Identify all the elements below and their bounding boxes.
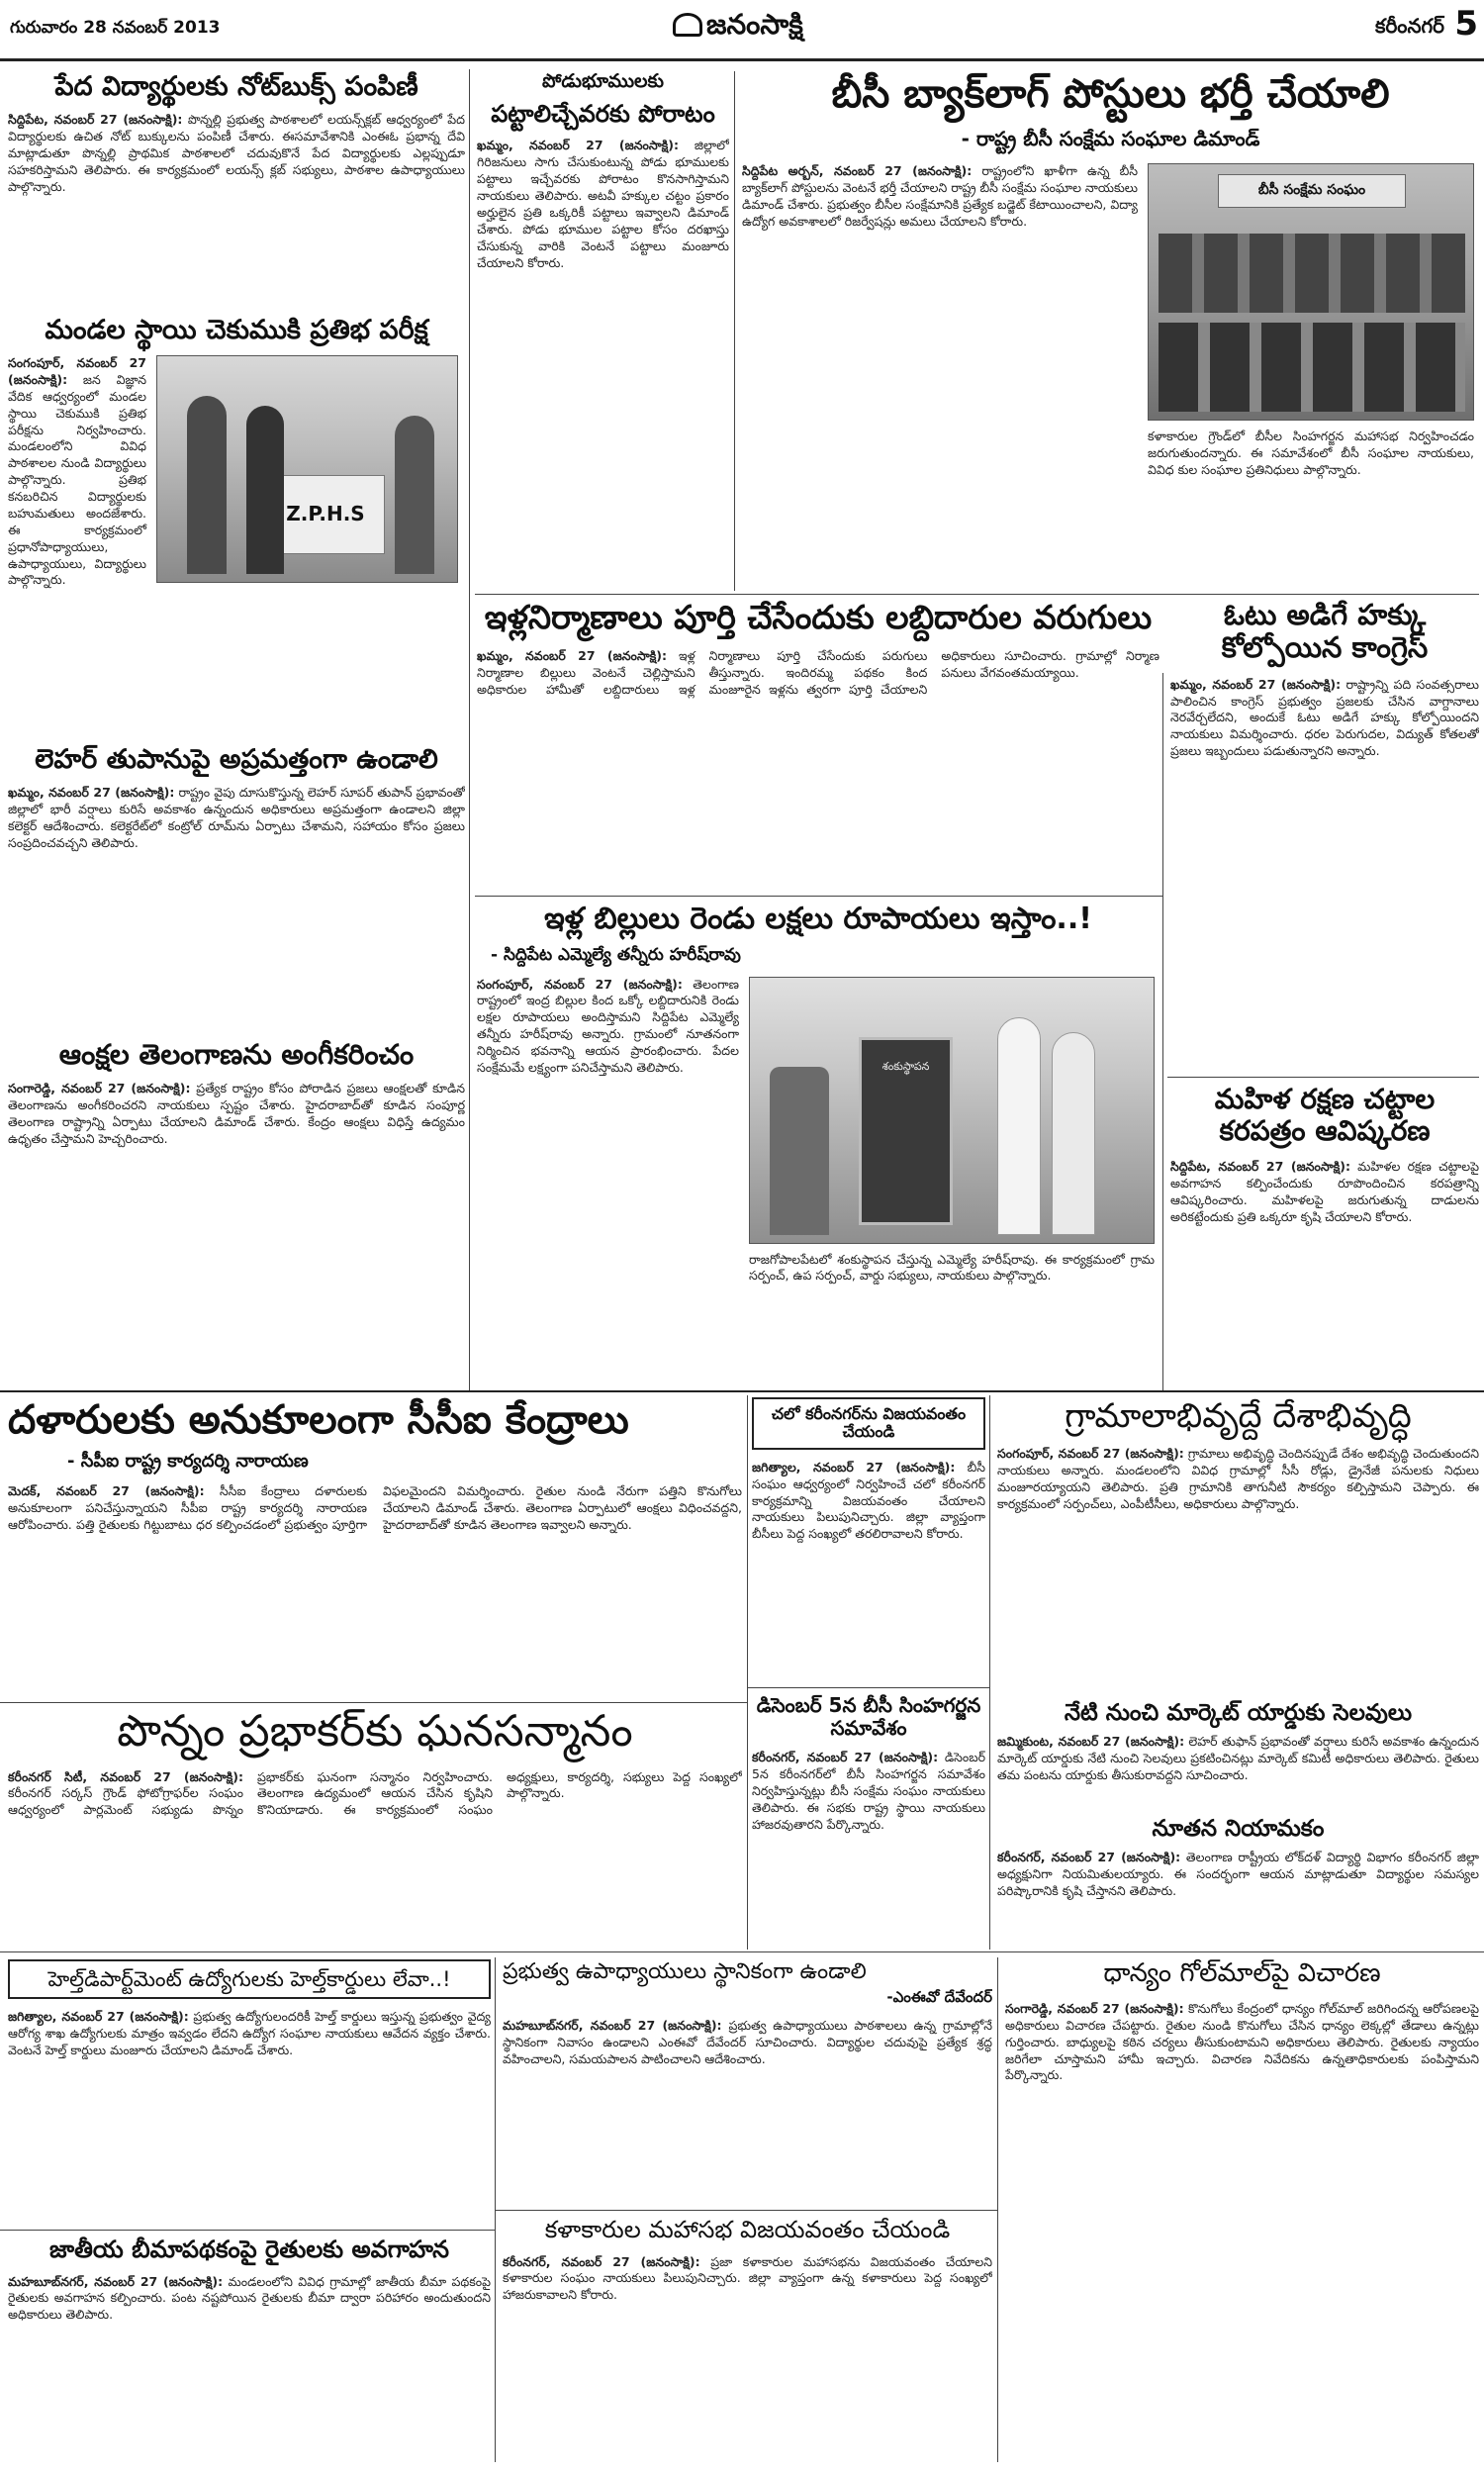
headline: గ్రామాలాభివృద్దే దేశాభివృద్ధి xyxy=(1065,1397,1412,1436)
article-grain xyxy=(1005,1959,1479,2464)
article-appointment xyxy=(997,1816,1479,1947)
article-body: సంగంపూర్, నవంబర్ 27 (జనంసాక్షి): జన విజ్ఞాన వేదిక ఆధ్వర్యంలో మండల స్థాయి చెకుముకి ప్రతిభ పరీక్షను నిర్వహించారు. మండలంలోని వివిధ పాఠశాలల నుండి విద్యార్థులు పాల్గొన్నారు. ప్రతిభ కనబరిచిన విద్యార్థులకు బహుమతులు అందజేశారు. ఈ కార్యక్రమంలో ప్రధానోపాధ్యాయులు, ఉపాధ్యాయులు, విద్యార్థులు పాల్గొన్నారు. xyxy=(8,355,146,588)
logo-icon xyxy=(673,13,702,37)
article-body: ఖమ్మం, నవంబర్ 27 (జనంసాక్షి): జిల్లాలో గిరిజనులు సాగు చేసుకుంటున్న పోడు భూములకు పట్టాలు ఇచ్చేవరకు పోరాటం కొనసాగిస్తామని నాయకులు తెలిపారు. అటవీ హక్కుల చట్టం ప్రకారం అర్హులైన ప్రతి ఒక్కరికీ పట్టాలు ఇవ్వాలని డిమాండ్ చేశారు. పోడు భూముల పట్టాల కోసం దరఖాస్తు చేసుకున్న వారికి వెంటనే పట్టాలు మంజూరు చేయాలని కోరారు. xyxy=(477,138,729,270)
plaque-text: శంకుస్థాపన xyxy=(881,1059,930,1073)
article-market xyxy=(997,1700,1479,1811)
headline: ఇళ్ల బిల్లులు రెండు లక్షలు రూపాయలు ఇస్తాం..! xyxy=(544,903,1092,936)
subheadline: - రాష్ట్ర బీసీ సంక్షేమ సంఘాల డిమాండ్ xyxy=(961,127,1260,150)
section-rule xyxy=(475,896,1162,897)
article-body: సంగంపూర్, నవంబర్ 27 (జనంసాక్షి): గ్రామాలు అభివృద్ధి చెందినప్పుడే దేశం అభివృద్ధి చెందుతుందని నాయకులు అన్నారు. మండలంలోని వివిధ గ్రామాల్లో సీసీ రోడ్లు, డ్రైనేజీ పనులకు నిధులు మంజూరయ్యాయని తెలిపారు. ప్రతి గ్రామానికి తాగునీటి సౌకర్యం కల్పిస్తామని చెప్పారు. ఈ కార్యక్రమంలో సర్పంచ్‌లు, ఎంపీటీసీలు, అధికారులు పాల్గొన్నారు. xyxy=(997,1446,1479,1511)
headline: జాతీయ బీమాపథకంపై రైతులకు అవగాహన xyxy=(48,2236,449,2263)
headline: మహిళ రక్షణ చట్టాల కరపత్రం ఆవిష్కరణ xyxy=(1214,1084,1436,1148)
column-rule xyxy=(1162,673,1163,1390)
headline: బీసీ బ్యాక్‌లాగ్ పోస్టులు భర్తీ చేయాలి xyxy=(831,71,1390,117)
article-body: మహబూబ్‌నగర్, నవంబర్ 27 (జనంసాక్షి): మండలంలోని వివిధ గ్రామాల్లో జాతీయ బీమా పథకంపై రైతులకు అవగాహన కల్పించారు. పంట నష్టపోయిన రైతులకు బీమా ద్వారా పరిహారం అందుతుందని అధికారులు తెలిపారు. xyxy=(8,2273,491,2323)
headline: మండల స్థాయి చెకుముకి ప్రతిభ పరీక్ష xyxy=(45,315,428,345)
article-women xyxy=(1170,1084,1479,1385)
article-body: సంగారెడ్డి, నవంబర్ 27 (జనంసాక్షి): కొనుగోలు కేంద్రంలో ధాన్యం గోల్‌మాల్ జరిగిందన్న ఆరోపణలపై అధికారులు విచారణ చేపట్టారు. రైతుల నుండి కొనుగోలు చేసిన ధాన్యం లెక్కల్లో తేడాలు ఉన్నట్లు గుర్తించారు. బాధ్యులపై కఠిన చర్యలు తీసుకుంటామని అధికారులు తెలిపారు. రైతులకు న్యాయం జరిగేలా చూస్తామని హామీ ఇచ్చారు. విచారణ నివేదికను ఉన్నతాధికారులకు పంపిస్తామని పేర్కొన్నారు. xyxy=(1005,2000,1479,2083)
article-body: సిద్దిపేట, నవంబర్ 27 (జనంసాక్షి): పొన్నల్లి ప్రభుత్వ పాఠశాలలో లయన్స్‌క్లబ్ ఆధ్వర్యంలో పేద విద్యార్థులకు ఉచిత నోట్ బుక్కులను పంపిణీ చేశారు. ఈసమావేశానికి ఎంఈఓ ప్రభాన్న దేవి మాట్లాడుతూ పొన్నల్లి ప్రాథమిక పాఠశాలలో చదువుకొనే పేద విద్యార్థులకు ఎల్లప్పుడూ సహకరిస్తామని తెలిపారు. ఈ కార్యక్రమంలో లయన్స్ క్లబ్ సభ్యులు, పాఠశాల ఉపాధ్యాయులు పాల్గొన్నారు. xyxy=(8,112,465,194)
article-body: సంగారెడ్డి, నవంబర్ 27 (జనంసాక్షి): ప్రత్యేక రాష్ట్రం కోసం పోరాడిన ప్రజలు ఆంక్షలతో కూడిన తెలంగాణను అంగీకరించరని నాయకులు స్పష్టం చేశారు. హైదరాబాద్‌తో కూడిన సంపూర్ణ తెలంగాణ రాష్ట్రాన్ని ఏర్పాటు చేయాలని డిమాండ్ చేశారు. కేంద్రం ఆంక్షలు విధిస్తే ఉద్యమం ఉధృతం చేస్తామని హెచ్చరించారు. xyxy=(8,1081,465,1146)
article-body: సంగంపూర్, నవంబర్ 27 (జనంసాక్షి): తెలంగాణ రాష్ట్రంలో ఇంద్ర బిల్లుల కింద ఒక్కో లబ్దిదారునికి రెండు లక్షల రూపాయలు అందిస్తామని సిద్దిపేట ఎమ్మెల్యే తన్నీరు హరీష్‌రావు అన్నారు. గ్రామంలో నూతనంగా నిర్మించిన భవనాన్ని ఆయన ప్రారంభించారు. పేదల సంక్షేమమే లక్ష్యంగా పనిచేస్తామని తెలిపారు. xyxy=(477,976,739,1075)
person-figure xyxy=(395,416,434,574)
section-rule xyxy=(0,1951,1484,1952)
person-figure xyxy=(187,396,227,574)
article-body: జగిత్యాల, నవంబర్ 27 (జనంసాక్షి): బీసీ సంఘం ఆధ్వర్యంలో నిర్వహించే చలో కరీంనగర్ కార్యక్రమాన్ని విజయవంతం చేయాలని నాయకులు పిలుపునిచ్చారు. జిల్లా వ్యాప్తంగా బీసీలు పెద్ద సంఖ్యలో తరలిరావాలని కోరారు. xyxy=(752,1459,985,1542)
backlog-banner: బీసీ సంక్షేమ సంఘం xyxy=(1218,174,1406,208)
article-body: జమ్మికుంట, నవంబర్ 27 (జనంసాక్షి): లెహర్ తుఫాన్ ప్రభావంతో వర్షాలు కురిసే అవకాశం ఉన్నందున మార్కెట్ యార్డుకు నేటి నుంచి సెలవులు ప్రకటించినట్లు మార్కెట్ కమిటీ అధికారులు తెలిపారు. రైతులు తమ పంటను యార్డుకు తీసుకురావద్దని సూచించారు. xyxy=(997,1734,1479,1783)
headline: దళారులకు అనుకూలంగా సీసీఐ కేంద్రాలు xyxy=(8,1397,629,1443)
headline: లెహర్ తుపానుపై అప్రమత్తంగా ఉండాలి xyxy=(35,744,438,775)
headline: పేద విద్యార్థులకు నోట్‌బుక్స్ పంపిణీ xyxy=(54,71,418,102)
photo-caption: రాజగోపాలపేటలో శంకుస్థాపన చేస్తున్న ఎమ్మెల్యే హరీష్‌రావు. ఈ కార్యక్రమంలో గ్రామ సర్పంచ్, ఉప సర్పంచ్, వార్డు సభ్యులు, నాయకులు పాల్గొన్నారు. xyxy=(749,1251,1155,1284)
column-rule xyxy=(734,71,735,591)
subheadline: -ఎంఈవో దేవేందర్ xyxy=(886,1988,992,2007)
person-figure xyxy=(1052,1032,1095,1235)
column-rule xyxy=(747,1395,748,1950)
people-row xyxy=(1159,323,1465,412)
photo-caption: కళాకారుల గ్రౌండ్‌లో బీసీల సింహగర్జన మహాసభ నిర్వహించడం జరుగుతుందన్నారు. ఈ సమావేశంలో బీసీ సంఘాల నాయకులు, వివిధ కుల సంఘాల ప్రతినిధులు పాల్గొన్నారు. xyxy=(1148,428,1474,477)
headline: నూతన నియామకం xyxy=(1152,1816,1325,1842)
article-body: సిద్దిపేట అర్బన్, నవంబర్ 27 (జనంసాక్షి): రాష్ట్రంలోని ఖాళీగా ఉన్న బీసీ బ్యాక్‌లాగ్ పోస్టులను వెంటనే భర్తీ చేయాలని రాష్ట్ర బీసీ సంక్షేమ సంఘాల నాయకులు డిమాండ్ చేశారు. ప్రభుత్వం బీసీల సంక్షేమానికి ప్రత్యేక బడ్జెట్ కేటాయించాలని, విద్యా ఉద్యోగ అవకాశాలలో రిజర్వేషన్లు అమలు చేయాలని కోరారు. xyxy=(742,163,1138,229)
exam-banner: Z.P.H.S xyxy=(266,475,385,554)
article-artists xyxy=(503,2217,992,2464)
article-lehar xyxy=(8,744,465,1031)
column-rule xyxy=(469,69,470,1390)
section-rule xyxy=(1167,1077,1479,1078)
backlog-photo xyxy=(1148,163,1474,421)
article-dec5 xyxy=(752,1694,985,1947)
issue-date: గురువారం 28 నవంబర్ 2013 xyxy=(10,18,221,38)
article-body: జగిత్యాల, నవంబర్ 27 (జనంసాక్షి): ప్రభుత్వ ఉద్యోగులందరికీ హెల్త్ కార్డులు ఇస్తున్న ప్రభుత్వం వైద్య ఆరోగ్య శాఖ ఉద్యోగులకు మాత్రం ఇవ్వడం లేదని ఉద్యోగ సంఘాల నాయకులు ఆవేదన వ్యక్తం చేశారు. వెంటనే హెల్త్ కార్డులు మంజూరు చేయాలని డిమాండ్ చేశారు. xyxy=(8,2009,491,2057)
article-body: మెదక్, నవంబర్ 27 (జనంసాక్షి): సీసీఐ కేంద్రాలు దళారులకు అనుకూలంగా పనిచేస్తున్నాయని సీపీఐ రాష్ట్ర కార్యదర్శి నారాయణ ఆరోపించారు. పత్తి రైతులకు గిట్టుబాటు ధర కల్పించడంలో ప్రభుత్వం పూర్తిగా విఫలమైందని విమర్శించారు. రైతుల నుండి నేరుగా పత్తిని కొనుగోలు చేయాలని డిమాండ్ చేశారు. తెలంగాణ ఏర్పాటులో ఆంక్షలు విధించవద్దని, హైదరాబాద్‌తో కూడిన తెలంగాణ ఇవ్వాలని అన్నారు. xyxy=(8,1483,742,1532)
section-rule xyxy=(0,1702,747,1703)
newspaper-logo xyxy=(673,8,803,48)
article-telangana xyxy=(8,1039,465,1385)
column-rule xyxy=(997,1957,998,2462)
section-rule xyxy=(475,594,1479,595)
article-backlog xyxy=(742,71,1479,591)
people-row xyxy=(1159,234,1465,313)
foundation-plaque xyxy=(859,1037,953,1225)
exam-photo xyxy=(156,355,458,583)
article-body: మహబూబ్‌నగర్, నవంబర్ 27 (జనంసాక్షి): ప్రభుత్వ ఉపాధ్యాయులు పాఠశాలలు ఉన్న గ్రామాల్లోనే స్థానికంగా నివాసం ఉండాలని ఎంఈవో దేవేందర్ సూచించారు. విద్యార్థుల చదువుపై ప్రత్యేక శ్రద్ధ వహించాలని, సమయపాలన పాటించాలని ఆదేశించారు. xyxy=(503,2018,992,2067)
headline: హెల్త్‌డిపార్ట్‌మెంట్ ఉద్యోగులకు హెల్త్‌కార్డులు లేవా..! xyxy=(8,1959,491,1999)
section-rule xyxy=(0,2230,495,2231)
article-chalo xyxy=(752,1397,985,1684)
headline: ఇళ్లనిర్మాణాలు పూర్తి చేసేందుకు లబ్దిదారుల వరుగులు xyxy=(484,599,1153,636)
page-number: 5 xyxy=(1454,4,1478,44)
headline: చలో కరీంనగర్‌ను విజయవంతం చేయండి xyxy=(752,1397,985,1450)
headline: ఓటు అడిగే హక్కు కోల్పోయిన కాంగ్రెస్ xyxy=(1221,599,1429,665)
article-insurance xyxy=(8,2236,491,2464)
article-housing xyxy=(477,599,1159,901)
newspaper-name: జనంసాక్షి xyxy=(706,8,803,41)
article-podu xyxy=(477,71,729,591)
section-rule xyxy=(747,1687,989,1688)
article-bills xyxy=(477,903,1159,1387)
masthead xyxy=(0,0,1484,61)
edition-name: కరీంనగర్ xyxy=(1375,14,1444,38)
article-body: సిద్దిపేట, నవంబర్ 27 (జనంసాక్షి): మహిళల రక్షణ చట్టాలపై అవగాహన కల్పించేందుకు రూపొందించిన కరపత్రాన్ని ఆవిష్కరించారు. మహిళలపై జరుగుతున్న దాడులను అరికట్టేందుకు ప్రతి ఒక్కరూ కృషి చేయాలని కోరారు. xyxy=(1170,1159,1479,1224)
article-body: ఖమ్మం, నవంబర్ 27 (జనంసాక్షి): రాష్ట్రాన్ని పది సంవత్సరాలు పాలించిన కాంగ్రెస్ ప్రభుత్వం ప్రజలకు చేసిన వాగ్దానాలు నెరవేర్చలేదని, అందుకే ఓటు అడిగే హక్కు కోల్పోయిందని నాయకులు విమర్శించారు. ధరల పెరుగుదల, విద్యుత్ కోతలతో ప్రజలు ఇబ్బందులు పడుతున్నారని అన్నారు. xyxy=(1170,676,1479,759)
subheadline: - సీపీఐ రాష్ట్ర కార్యదర్శి నారాయణ xyxy=(67,1451,309,1472)
headline: డిసెంబర్ 5న బీసీ సింహగర్జన సమావేశం xyxy=(756,1694,981,1740)
article-math-exam xyxy=(8,315,465,735)
article-vote xyxy=(1170,599,1479,1074)
article-notebooks xyxy=(8,71,465,309)
headline: ఆంక్షల తెలంగాణను అంగీకరించం xyxy=(58,1039,415,1071)
headline: ధాన్యం గోల్‌మాల్‌పై విచారణ xyxy=(1103,1959,1381,1988)
headline: కళాకారుల మహాసభ విజయవంతం చేయండి xyxy=(544,2217,951,2243)
headline: పొన్నం ప్రభాకర్‌కు ఘనసన్మానం xyxy=(117,1707,633,1757)
article-cci xyxy=(8,1397,742,1699)
headline: పట్టాలిచ్చేవరకు పోరాటం xyxy=(491,99,715,128)
subheadline: - సిద్దిపేట ఎమ్మెల్యే తన్నీరు హరీష్‌రావు xyxy=(491,944,741,965)
article-body: కరీంనగర్, నవంబర్ 27 (జనంసాక్షి): తెలంగాణ రాష్ట్రీయ లోక్‌దళ్ విద్యార్థి విభాగం కరీంనగర్ జిల్లా అధ్యక్షునిగా నియమితులయ్యారు. ఈ సందర్భంగా ఆయన మాట్లాడుతూ విద్యార్థుల సమస్యల పరిష్కారానికి కృషి చేస్తానని తెలిపారు. xyxy=(997,1850,1479,1899)
article-teachers xyxy=(503,1959,992,2207)
bills-photo xyxy=(749,977,1155,1244)
headline: ప్రభుత్వ ఉపాధ్యాయులు స్థానికంగా ఉండాలి xyxy=(503,1959,867,1984)
article-body: ఖమ్మం, నవంబర్ 27 (జనంసాక్షి): ఇళ్ల నిర్మాణాల బిల్లులు వెంటనే చెల్లిస్తామని అధికారుల హామీతో లబ్దిదారులు ఇళ్ల నిర్మాణాలు పూర్తి చేసేందుకు పరుగులు తీస్తున్నారు. ఇందిరమ్మ పథకం కింద మంజూరైన ఇళ్లను త్వరగా పూర్తి చేయాలని అధికారులు సూచించారు. గ్రామాల్లో నిర్మాణ పనులు వేగవంతమయ్యాయి. xyxy=(477,647,1159,697)
article-body: కరీంనగర్, నవంబర్ 27 (జనంసాక్షి): డిసెంబర్ 5న కరీంనగర్‌లో బీసీ సింహగర్జన సమావేశం నిర్వహిస్తున్నట్లు బీసీ సంక్షేమ సంఘం నాయకులు తెలిపారు. ఈ సభకు రాష్ట్ర స్థాయి నాయకులు హాజరవుతారని పేర్కొన్నారు. xyxy=(752,1750,985,1832)
article-villages xyxy=(997,1397,1479,1694)
article-health xyxy=(8,1959,491,2227)
article-body: కరీంనగర్, నవంబర్ 27 (జనంసాక్షి): ప్రజా కళాకారుల మహాసభను విజయవంతం చేయాలని కళాకారుల సంఘం నాయకులు పిలుపునిచ్చారు. జిల్లా వ్యాప్తంగా ఉన్న కళాకారులు పెద్ద సంఖ్యలో హాజరుకావాలని కోరారు. xyxy=(503,2253,992,2303)
headline-kicker: పోడుభూములకు xyxy=(542,71,664,92)
section-rule xyxy=(0,1390,1484,1392)
article-body: కరీంనగర్ సిటీ, నవంబర్ 27 (జనంసాక్షి): కరీంనగర్ సర్కస్ గ్రౌండ్ ఫోటోగ్రాఫర్‌ల సంఘం ఆధ్వర్యంలో పార్లమెంట్ సభ్యుడు పొన్నం ప్రభాకర్‌కు ఘనంగా సన్మానం నిర్వహించారు. తెలంగాణ ఉద్యమంలో ఆయన చేసిన కృషిని కొనియాడారు. ఈ కార్యక్రమంలో సంఘం అధ్యక్షులు, కార్యదర్శి, సభ్యులు పెద్ద సంఖ్యలో పాల్గొన్నారు. xyxy=(8,1768,742,1818)
person-figure xyxy=(997,1017,1041,1235)
article-body: ఖమ్మం, నవంబర్ 27 (జనంసాక్షి): రాష్ట్రం వైపు దూసుకొస్తున్న లెహర్ సూపర్ తుపాన్ ప్రభావంతో జిల్లాలో భారీ వర్షాలు కురిసే అవకాశం ఉన్నందున అధికారులు అప్రమత్తంగా ఉండాలని జిల్లా కలెక్టర్ ఆదేశించారు. కలెక్టరేట్‌లో కంట్రోల్ రూమ్‌ను ఏర్పాటు చేశామని, సహాయం కోసం ప్రజలు సంప్రదించవచ్చని తెలిపారు. xyxy=(8,785,465,850)
column-rule xyxy=(989,1395,990,1950)
section-rule xyxy=(495,2210,997,2211)
crowd-figure xyxy=(770,1067,829,1235)
article-ponnam xyxy=(8,1707,742,1950)
person-figure xyxy=(246,406,284,574)
headline: నేటి నుంచి మార్కెట్ యార్డుకు సెలవులు xyxy=(1064,1700,1413,1726)
